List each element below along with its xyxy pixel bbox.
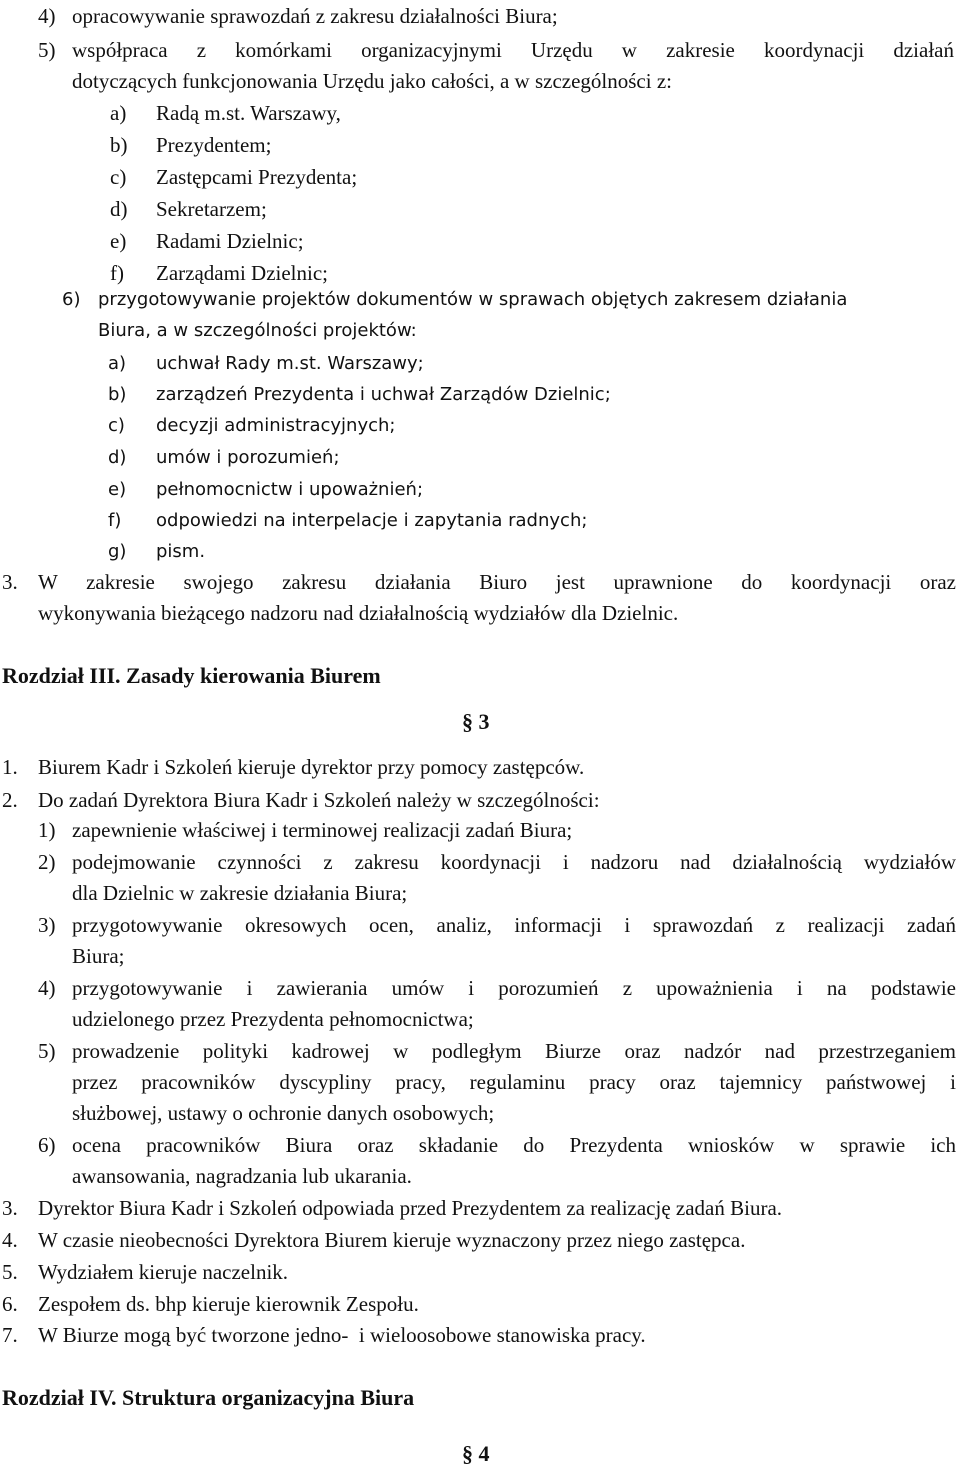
- item-5c-mark: c): [110, 165, 127, 189]
- ch3-para-7-text: W Biurze mogą być tworzone jedno- i wieloosobowe stanowiska pracy.: [38, 1323, 646, 1347]
- paragraph-3-line-2: wykonywania bieżącego nadzoru nad działalnością wydziałów dla Dzielnic.: [38, 601, 679, 625]
- duty-5-line-1: prowadzenie polityki kadrowej w podległym Biurze oraz nadzór nad przestrzeganiem: [72, 1039, 956, 1063]
- item-6a-text: uchwał Rady m.st. Warszawy;: [156, 353, 424, 374]
- item-6d-text: umów i porozumień;: [156, 447, 340, 468]
- item-5b-text: Prezydentem;: [156, 133, 272, 157]
- item-6c-mark: c): [108, 415, 125, 436]
- chapter-3-heading: Rozdział III. Zasady kierowania Biurem: [2, 663, 381, 688]
- duty-1-line-1: zapewnienie właściwej i terminowej realizacji zadań Biura;: [72, 818, 573, 842]
- ch3-para-7-number: 7.: [2, 1323, 18, 1347]
- item-5d-mark: d): [110, 197, 128, 221]
- ch3-para-6-text: Zespołem ds. bhp kieruje kierownik Zespołu.: [38, 1292, 419, 1316]
- item-6b-mark: b): [108, 384, 127, 405]
- duty-5-line-2: przez pracowników dyscypliny pracy, regulaminu pracy oraz tajemnicy państwowej i: [72, 1070, 956, 1094]
- item-6e-mark: e): [108, 479, 127, 500]
- duty-2-line-1: podejmowanie czynności z zakresu koordynacji i nadzoru nad działalnością wydziałów: [72, 850, 956, 874]
- duty-4-line-1: przygotowywanie i zawierania umów i porozumień z upoważnienia i na podstawie: [72, 976, 956, 1000]
- item-6-line-1: przygotowywanie projektów dokumentów w sprawach objętych zakresem działania: [98, 289, 848, 310]
- item-5e-mark: e): [110, 229, 127, 253]
- item-5c-text: Zastępcami Prezydenta;: [156, 165, 358, 189]
- item-6-line-2: Biura, a w szczególności projektów:: [98, 320, 417, 341]
- paragraph-3-number: 3.: [2, 570, 18, 594]
- duty-4-line-2: udzielonego przez Prezydenta pełnomocnictwa;: [72, 1007, 474, 1031]
- item-4-text: opracowywanie sprawozdań z zakresu działalności Biura;: [72, 4, 558, 28]
- duty-6-number: 6): [38, 1133, 56, 1157]
- duty-2-number: 2): [38, 850, 56, 874]
- item-5e-text: Radami Dzielnic;: [156, 229, 304, 253]
- item-5d-text: Sekretarzem;: [156, 197, 267, 221]
- item-5-line-1: współpraca z komórkami organizacyjnymi Urzędu w zakresie koordynacji działań: [72, 38, 954, 62]
- duty-3-line-2: Biura;: [72, 944, 125, 968]
- item-6g-text: pism.: [156, 541, 206, 562]
- section-3-mark: § 3: [462, 709, 490, 734]
- item-6b-text: zarządzeń Prezydenta i uchwał Zarządów Dzielnic;: [156, 384, 611, 405]
- duty-1-number: 1): [38, 818, 56, 842]
- duty-2-line-2: dla Dzielnic w zakresie działania Biura;: [72, 881, 408, 905]
- item-5-line-2: dotyczących funkcjonowania Urzędu jako całości, a w szczególności z:: [72, 69, 672, 93]
- item-6-number: 6): [62, 289, 81, 310]
- ch3-para-2-text: Do zadań Dyrektora Biura Kadr i Szkoleń należy w szczególności:: [38, 788, 600, 812]
- item-5f-text: Zarządami Dzielnic;: [156, 261, 328, 285]
- duty-5-line-3: służbowej, ustawy o ochronie danych osobowych;: [72, 1101, 495, 1125]
- item-5b-mark: b): [110, 133, 128, 157]
- ch3-para-4-text: W czasie nieobecności Dyrektora Biurem kieruje wyznaczony przez niego zastępca.: [38, 1228, 746, 1252]
- item-6e-text: pełnomocnictw i upoważnień;: [156, 479, 424, 500]
- ch3-para-1-number: 1.: [2, 755, 18, 779]
- item-4-number: 4): [38, 4, 56, 28]
- duty-5-number: 5): [38, 1039, 56, 1063]
- item-5a-text: Radą m.st. Warszawy,: [156, 101, 341, 125]
- duty-3-line-1: przygotowywanie okresowych ocen, analiz, informacji i sprawozdań z realizacji zadań: [72, 913, 956, 937]
- ch3-para-6-number: 6.: [2, 1292, 18, 1316]
- section-4-mark: § 4: [462, 1441, 490, 1466]
- ch3-para-5-number: 5.: [2, 1260, 18, 1284]
- item-6g-mark: g): [108, 541, 127, 562]
- ch3-para-1-text: Biurem Kadr i Szkoleń kieruje dyrektor przy pomocy zastępców.: [38, 755, 585, 779]
- duty-6-line-2: awansowania, nagradzania lub ukarania.: [72, 1164, 412, 1188]
- item-6c-text: decyzji administracyjnych;: [156, 415, 396, 436]
- item-6a-mark: a): [108, 353, 127, 374]
- chapter-4-heading: Rozdział IV. Struktura organizacyjna Biura: [2, 1385, 415, 1410]
- paragraph-3-line-1: W zakresie swojego zakresu działania Biuro jest uprawnione do koordynacji oraz: [38, 570, 956, 594]
- ch3-para-4-number: 4.: [2, 1228, 18, 1252]
- ch3-para-5-text: Wydziałem kieruje naczelnik.: [38, 1260, 289, 1284]
- duty-4-number: 4): [38, 976, 56, 1000]
- item-5a-mark: a): [110, 101, 127, 125]
- item-6d-mark: d): [108, 447, 127, 468]
- ch3-para-3-text: Dyrektor Biura Kadr i Szkoleń odpowiada przed Prezydentem za realizację zadań Biura.: [38, 1196, 783, 1220]
- item-5f-mark: f): [110, 261, 124, 285]
- item-6f-mark: f): [108, 510, 122, 531]
- ch3-para-3-number: 3.: [2, 1196, 18, 1220]
- ch3-para-2-number: 2.: [2, 788, 18, 812]
- duty-3-number: 3): [38, 913, 56, 937]
- duty-6-line-1: ocena pracowników Biura oraz składanie do Prezydenta wniosków w sprawie ich: [72, 1133, 956, 1157]
- item-5-number: 5): [38, 38, 56, 62]
- item-6f-text: odpowiedzi na interpelacje i zapytania radnych;: [156, 510, 588, 531]
